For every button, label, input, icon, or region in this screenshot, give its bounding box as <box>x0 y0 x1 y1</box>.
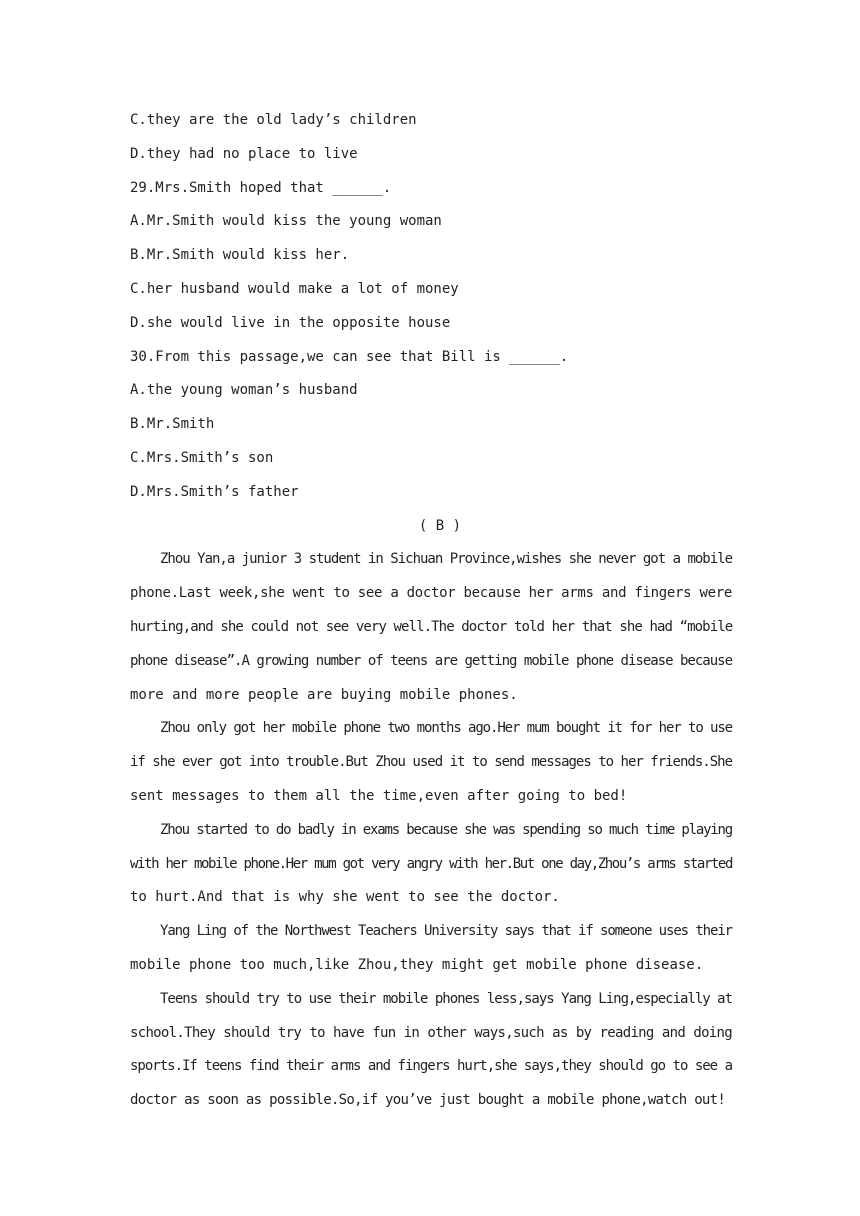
paragraph-line: more and more people are buying mobile phones. <box>130 686 518 703</box>
question-29: 29.Mrs.Smith hoped that ______. <box>130 179 392 196</box>
option-b-q30: B.Mr.Smith <box>130 416 215 433</box>
paragraph-line: if she ever got into trouble.But Zhou used it to send messages to her friends.She <box>130 754 732 771</box>
reading-passage <box>130 543 732 1118</box>
option-a-q30: A.the young woman’s husband <box>130 382 358 399</box>
paragraph-line: sports.If teens find their arms and fingers hurt,she says,they should go to see a <box>130 1058 732 1075</box>
option-d-q29: D.she would live in the opposite house <box>130 314 451 331</box>
option-b-q29: B.Mr.Smith would kiss her. <box>130 247 350 264</box>
option-c-q30: C.Mrs.Smith’s son <box>130 449 274 466</box>
paragraph-line: phone disease”.A growing number of teens are getting mobile phone disease because <box>130 652 732 669</box>
question-list <box>130 104 732 510</box>
paragraph-line: Zhou Yan,a junior 3 student in Sichuan Province,wishes she never got a mobile <box>160 551 733 568</box>
paragraph-2 <box>130 712 732 813</box>
paragraph-line: hurting,and she could not see very well.The doctor told her that she had “mobile <box>130 618 733 635</box>
paragraph-line: Teens should try to use their mobile phones less,says Yang Ling,especially at <box>160 990 733 1007</box>
paragraph-line: Zhou only got her mobile phone two months ago.Her mum bought it for her to use <box>160 720 732 737</box>
paragraph-1 <box>130 543 732 712</box>
paragraph-line: school.They should try to have fun in other ways,such as by reading and doing <box>130 1024 732 1041</box>
paragraph-line: mobile phone too much,like Zhou,they might get mobile phone disease. <box>130 956 704 973</box>
option-c-q28: C.they are the old lady’s children <box>130 112 417 128</box>
paragraph-line: with her mobile phone.Her mum got very angry with her.But one day,Zhou’s arms started <box>130 855 732 872</box>
option-d-q28: D.they had no place to live <box>130 145 358 162</box>
paragraph-3 <box>130 814 732 915</box>
option-c-q29: C.her husband would make a lot of money <box>130 280 459 297</box>
paragraph-line: to hurt.And that is why she went to see the doctor. <box>130 889 560 906</box>
paragraph-line: phone.Last week,she went to see a doctor because her arms and fingers were <box>130 585 732 602</box>
document-page <box>130 104 732 1118</box>
paragraph-5 <box>130 983 732 1118</box>
question-30: 30.From this passage,we can see that Bill is ______. <box>130 348 569 365</box>
paragraph-line: Zhou started to do badly in exams because she was spending so much time playing <box>160 821 732 838</box>
paragraph-4 <box>130 915 732 983</box>
option-d-q30: D.Mrs.Smith’s father <box>130 483 299 500</box>
paragraph-line: Yang Ling of the Northwest Teachers University says that if someone uses their <box>160 923 732 940</box>
option-a-q29: A.Mr.Smith would kiss the young woman <box>130 213 442 230</box>
section-title: ( B ) <box>418 517 462 534</box>
paragraph-line: sent messages to them all the time,even after going to bed! <box>130 787 628 804</box>
paragraph-line: doctor as soon as possible.So,if you’ve just bought a mobile phone,watch out! <box>130 1092 726 1109</box>
